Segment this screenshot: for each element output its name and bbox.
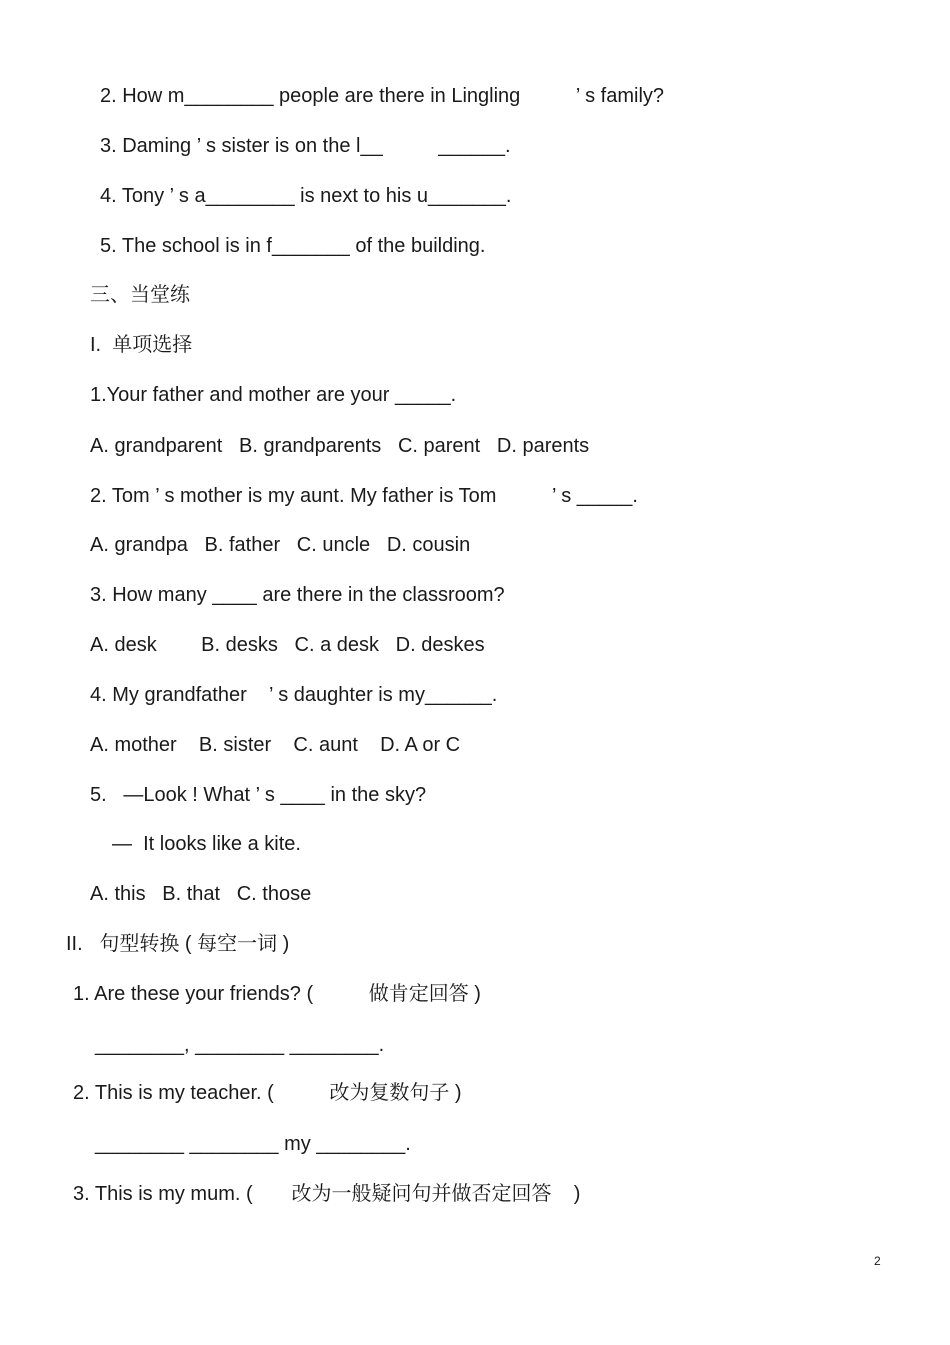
fill-blank-item-5: 5. The school is in f_______ of the building. [100, 235, 486, 257]
fill-blank-item-3: 3. Daming ’ s sister is on the l__ ______. [100, 135, 511, 157]
transform-question-1: 1. Are these your friends? ( 做肯定回答 ) [73, 983, 481, 1005]
mc-question-4: 4. My grandfather ’ s daughter is my______. [90, 684, 498, 706]
subsection-heading-sentence-transform: II. 句型转换 ( 每空一词 ) [66, 933, 290, 955]
mc-options-1: A. grandparent B. grandparents C. parent D. parents [90, 435, 590, 457]
subsection-heading-multiple-choice: I. 单项选择 [90, 334, 193, 356]
page-number: 2 [874, 1254, 881, 1268]
mc-question-2: 2. Tom ’ s mother is my aunt. My father is Tom ’ s _____. [90, 485, 638, 507]
mc-options-2: A. grandpa B. father C. uncle D. cousin [90, 534, 471, 556]
mc-question-5-reply: — It looks like a kite. [112, 833, 301, 855]
transform-answer-line-1: ________, ________ ________. [95, 1034, 385, 1056]
mc-question-5: 5. —Look ! What ’ s ____ in the sky? [90, 784, 427, 806]
mc-options-5: A. this B. that C. those [90, 883, 312, 905]
mc-options-3: A. desk B. desks C. a desk D. deskes [90, 634, 485, 656]
transform-answer-line-2: ________ ________ my ________. [95, 1133, 411, 1155]
fill-blank-item-4: 4. Tony ’ s a________ is next to his u_______. [100, 185, 512, 207]
mc-question-1: 1.Your father and mother are your _____. [90, 384, 457, 406]
mc-options-4: A. mother B. sister C. aunt D. A or C [90, 734, 461, 756]
fill-blank-item-2: 2. How m________ people are there in Lingling ’ s family? [100, 85, 665, 107]
mc-question-3: 3. How many ____ are there in the classroom? [90, 584, 505, 606]
transform-question-3: 3. This is my mum. ( 改为一般疑问句并做否定回答 ) [73, 1183, 581, 1205]
transform-question-2: 2. This is my teacher. ( 改为复数句子 ) [73, 1082, 462, 1104]
section-heading-practice: 三、当堂练 [90, 284, 190, 306]
